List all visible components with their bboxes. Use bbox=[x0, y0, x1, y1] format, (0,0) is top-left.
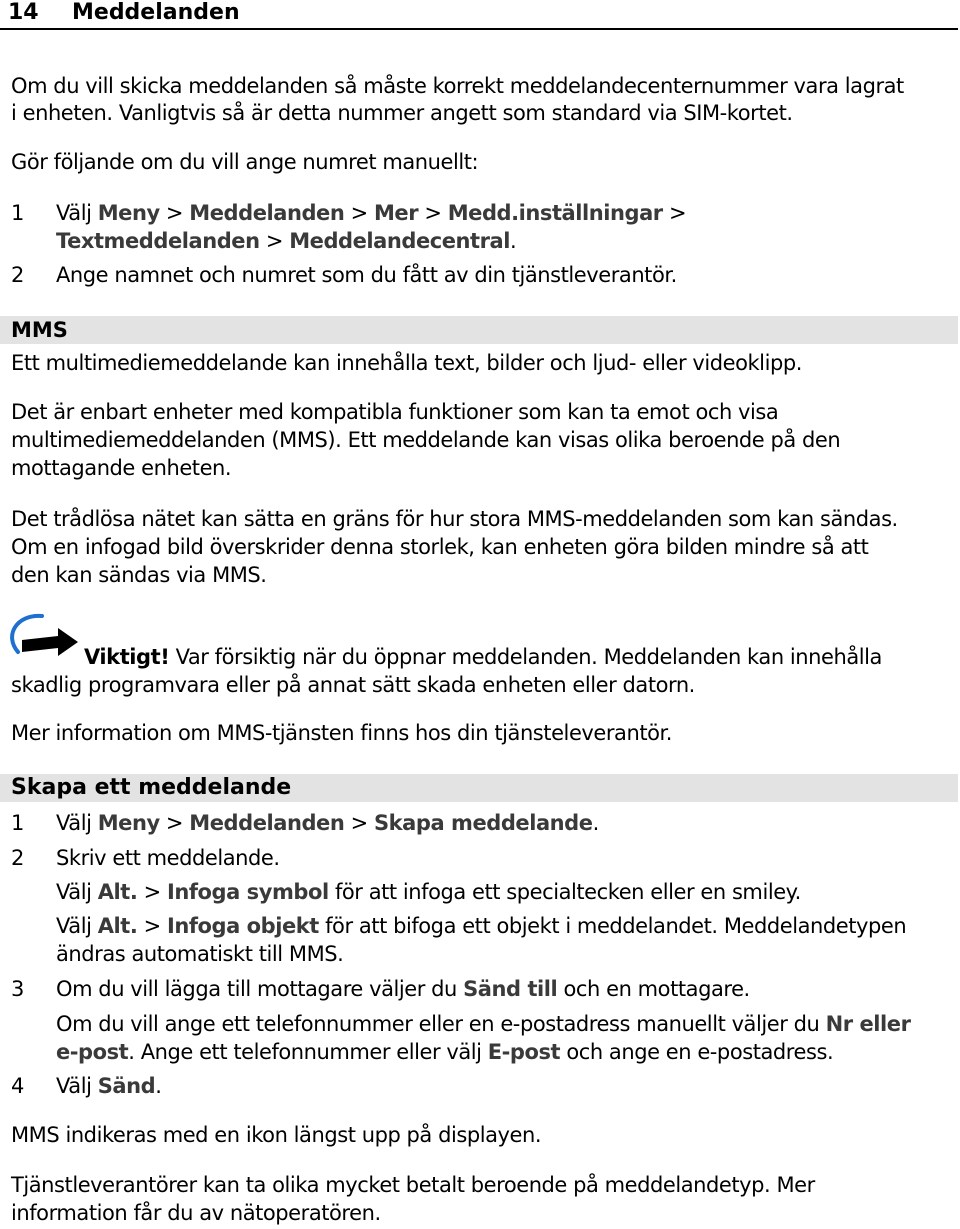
create-step-2-object-line-1: Välj Alt. > Infoga objekt för att bifoga ett objekt i meddelandet. Meddelandetypen bbox=[56, 914, 907, 938]
page-number: 14 bbox=[8, 0, 39, 25]
create-step-4: Välj Sänd. bbox=[56, 1074, 162, 1098]
step-number: 1 bbox=[11, 811, 25, 835]
step-number: 2 bbox=[11, 263, 25, 287]
section-heading-bar bbox=[0, 316, 958, 344]
create-message-heading: Skapa ett meddelande bbox=[11, 775, 292, 800]
step-number: 3 bbox=[11, 977, 25, 1001]
create-paragraph-2-line-2: information får du av nätoperatören. bbox=[11, 1201, 381, 1225]
step-1-line-1: Välj Meny > Meddelanden > Mer > Medd.inställningar > bbox=[56, 201, 687, 225]
create-step-1: Välj Meny > Meddelanden > Skapa meddelande. bbox=[56, 811, 599, 835]
intro-line-3: Gör följande om du vill ange numret manuellt: bbox=[11, 150, 479, 174]
create-step-3-detail-line-1: Om du vill ange ett telefonnummer eller en e-postadress manuellt väljer du Nr eller bbox=[56, 1012, 911, 1036]
create-paragraph-1: MMS indikeras med en ikon längst upp på displayen. bbox=[11, 1123, 542, 1147]
mms-heading: MMS bbox=[11, 318, 68, 342]
create-step-2: Skriv ett meddelande. bbox=[56, 846, 280, 870]
mms-paragraph-2-line-2: multimediemeddelanden (MMS). Ett meddelande kan visas olika beroende på den bbox=[11, 428, 841, 452]
important-label: Viktigt! bbox=[84, 645, 170, 669]
mms-paragraph-3-line-1: Det trådlösa nätet kan sätta en gräns för hur stora MMS-meddelanden som kan sändas. bbox=[11, 507, 898, 531]
create-step-3-detail-line-2: e-post. Ange ett telefonnummer eller välj E-post och ange en e-postadress. bbox=[56, 1040, 834, 1064]
important-note-line-2: skadlig programvara eller på annat sätt skada enheten eller datorn. bbox=[11, 673, 695, 697]
create-step-2-symbol: Välj Alt. > Infoga symbol för att infoga ett specialtecken eller en smiley. bbox=[56, 880, 801, 904]
create-step-3: Om du vill lägga till mottagare väljer du Sänd till och en mottagare. bbox=[56, 977, 750, 1001]
create-step-2-object-line-2: ändras automatiskt till MMS. bbox=[56, 942, 344, 966]
mms-paragraph-2-line-3: mottagande enheten. bbox=[11, 456, 232, 480]
step-number: 2 bbox=[11, 846, 25, 870]
mms-paragraph-2-line-1: Det är enbart enheter med kompatibla funktioner som kan ta emot och visa bbox=[11, 400, 779, 424]
mms-paragraph-4: Mer information om MMS-tjänsten finns hos din tjänsteleverantör. bbox=[11, 721, 672, 745]
mms-paragraph-3-line-3: den kan sändas via MMS. bbox=[11, 563, 267, 587]
step-number: 1 bbox=[11, 201, 25, 225]
create-paragraph-2-line-1: Tjänstleverantörer kan ta olika mycket betalt beroende på meddelandetyp. Mer bbox=[11, 1173, 815, 1197]
step-1-line-2: Textmeddelanden > Meddelandecentral. bbox=[56, 229, 517, 253]
step-2-text: Ange namnet och numret som du fått av din tjänstleverantör. bbox=[56, 263, 677, 287]
intro-line-1: Om du vill skicka meddelanden så måste korrekt meddelandecenternummer vara lagrat bbox=[11, 74, 904, 98]
page-header bbox=[0, 0, 958, 30]
important-note-line-1: Viktigt! Var försiktig när du öppnar meddelanden. Meddelanden kan innehålla bbox=[84, 645, 882, 669]
chapter-title: Meddelanden bbox=[72, 0, 240, 25]
mms-paragraph-3-line-2: Om en infogad bild överskrider denna storlek, kan enheten göra bilden mindre så att bbox=[11, 535, 869, 559]
mms-paragraph-1: Ett multimediemeddelande kan innehålla text, bilder och ljud- eller videoklipp. bbox=[11, 351, 802, 375]
intro-line-2: i enheten. Vanligtvis så är detta nummer angett som standard via SIM-kortet. bbox=[11, 101, 793, 125]
step-number: 4 bbox=[11, 1074, 25, 1098]
important-note-icon bbox=[8, 612, 80, 662]
